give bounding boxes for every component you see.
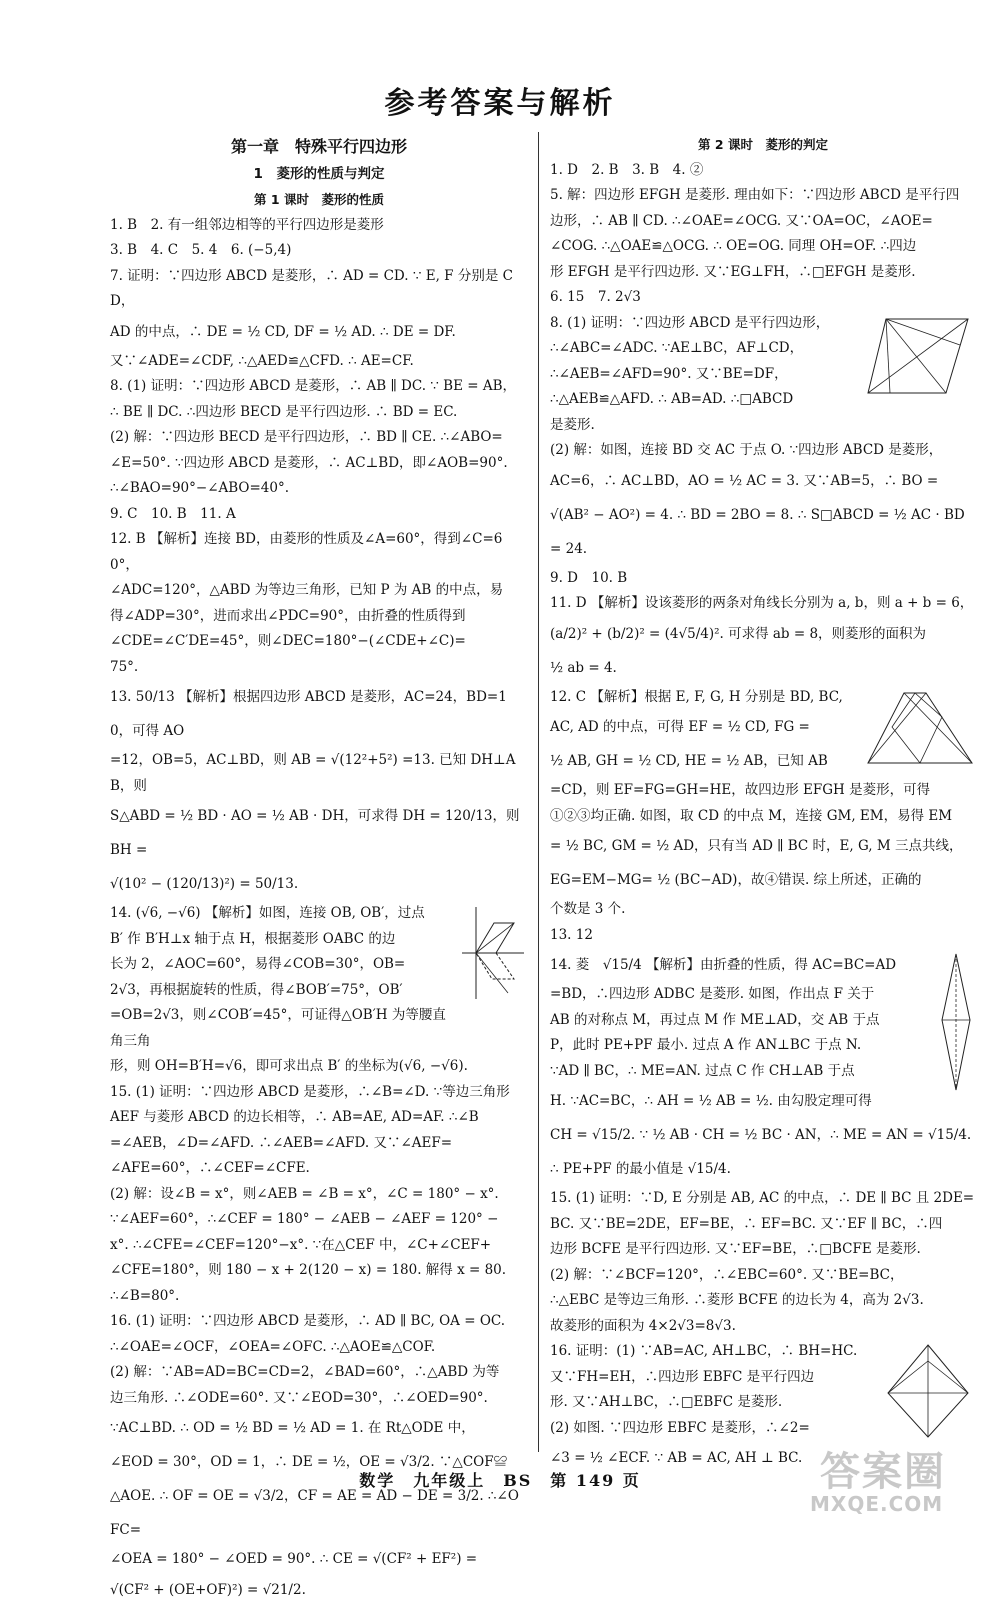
answer-line: P，此时 PE+PF 最小. 过点 A 作 AN⊥BC 于点 N.	[550, 1037, 862, 1053]
figure-rhombus-rotation	[458, 903, 528, 1003]
answer-line: =BD，∴四边形 ADBC 是菱形. 如图，作出点 F 关于	[550, 986, 875, 1002]
answer-line: √(CF² + (OE+OF)²) = √21/2.	[110, 1581, 306, 1598]
answer-line: 15. (1) 证明：∵D, E 分别是 AB, AC 的中点，∴ DE ∥ BC 且 2DE=	[550, 1190, 975, 1206]
answer-line: ∠CFE=180°，则 180 − x + 2(120 − x) = 180. 解得 x = 80.	[110, 1262, 507, 1278]
answer-line: ∴△EBC 是等边三角形. ∴菱形 BCFE 的边长为 4，高为 2√3.	[550, 1292, 924, 1308]
answer-line: AC=6，∴ AC⊥BD，AO = ½ AC = 3. 又∵AB=5，∴ BO =	[550, 472, 939, 489]
answer-line: x°. ∴∠CFE=∠CEF=120°−x°. ∵在△CEF 中，∠C+∠CEF+	[110, 1236, 492, 1253]
answer-line: 14. 菱 √15/4 【解析】由折叠的性质，得 AC=BC=AD	[550, 957, 897, 973]
answer-line: 13. 50/13 【解析】根据四边形 ABCD 是菱形，AC=24，BD=10，可得 AO	[110, 689, 507, 739]
answer-line: H. ∵AC=BC，∴ AH = ½ AB = ½. 由勾股定理可得	[550, 1093, 872, 1109]
answer-line: 8. (1) 证明：∵四边形 ABCD 是菱形，∴ AB ∥ DC. ∵ BE = AB，	[110, 378, 516, 394]
answer-line: =12，OB=5，AC⊥BD，则 AB = √(12²+5²) =13. 已知 DH⊥AB，则	[110, 752, 516, 794]
answer-line: B′ 作 B′H⊥x 轴于点 H，根据菱形 OABC 的边	[110, 930, 396, 947]
lesson-heading: 第 1 课时 菱形的性质	[254, 192, 384, 207]
answer-line: 8. (1) 证明：∵四边形 ABCD 是平行四边形，	[550, 314, 830, 331]
answer-line: (2) 如图. ∵四边形 EBFC 是菱形，∴∠2=	[550, 1419, 810, 1436]
answer-line: ½ AB, GH = ½ CD, HE = ½ AB，已知 AB	[550, 753, 828, 769]
figure-kite	[880, 1341, 976, 1441]
section-heading: 1 菱形的性质与判定	[253, 165, 385, 182]
answer-line: 得∠ADP=30°，进而求出∠PDC=90°，由折叠的性质得到	[110, 607, 466, 624]
answer-line: 又∵∠ADE=∠CDF, ∴△AED≌△CFD. ∴ AE=CF.	[110, 352, 414, 369]
answer-line: (2) 解：设∠B = x°，则∠AEB = ∠B = x°，∠C = 180° − x°.	[110, 1185, 499, 1202]
answer-line: 5. 解：四边形 EFGH 是菱形. 理由如下：∵四边形 ABCD 是平行四	[550, 187, 960, 203]
answer-line: √(10² − (120/13)²) = 50/13.	[110, 876, 299, 892]
answer-line: 13. 12	[550, 926, 593, 943]
right-column	[550, 132, 976, 1475]
answer-line: ∠3 = ½ ∠ECF. ∵ AB = AC, AH ⊥ BC.	[550, 1450, 803, 1466]
answer-line: 12. B 【解析】连接 BD，由菱形的性质及∠A=60°，得到∠C=60°，	[110, 531, 503, 573]
answer-line: 个数是 3 个.	[550, 901, 626, 917]
chapter-heading: 第一章 特殊平行四边形	[230, 137, 407, 156]
answer-line: 边三角形. ∴∠ODE=60°. 又∵∠EOD=30°，∴∠OED=90°.	[110, 1389, 488, 1406]
answer-line: 形. 又∵AH⊥BC，∴□EBFC 是菱形.	[550, 1394, 783, 1410]
answer-line: ∵AD ∥ BC，∴ ME=AN. 过点 C 作 CH⊥AB 于点	[550, 1062, 855, 1079]
answer-line: √(AB² − AO²) = 4. ∴ BD = 2BO = 8. ∴ S□ABCD = ½ AC · BD = 24.	[550, 506, 965, 557]
watermark	[800, 1440, 990, 1520]
answer-line: 14. (√6, −√6) 【解析】如图，连接 OB, OB′，过点	[110, 905, 425, 921]
answer-line: 11. D 【解析】设该菱形的两条对角线长分别为 a, b，则 a + b = 6，	[550, 595, 974, 611]
answer-line: 7. 证明：∵四边形 ABCD 是菱形，∴ AD = CD. ∵ E, F 分别是 CD，	[110, 267, 513, 309]
answer-line: AEF 与菱形 ABCD 的边长相等，∴ AB=AE, AD=AF. ∴∠B	[110, 1109, 479, 1125]
answer-line: 又∵FH=EH，∴四边形 EBFC 是平行四边	[550, 1368, 815, 1385]
answer-line: ①②③均正确. 如图，取 CD 的中点 M，连接 GM, EM，易得 EM	[550, 807, 953, 824]
answer-line: 边形，∴ AB ∥ CD. ∴∠OAE=∠OCG. 又∵OA=OC，∠AOE=	[550, 212, 933, 229]
answer-line: ∴∠B=80°.	[110, 1287, 180, 1304]
figure-parallelogram	[864, 313, 976, 399]
left-column	[110, 132, 528, 1607]
answer-line: 形，则 OH=B′H=√6，即可求出点 B′ 的坐标为(√6, −√6).	[110, 1058, 468, 1074]
answer-line: ∠ADC=120°，△ABD 为等边三角形，已知 P 为 AB 的中点，易	[110, 582, 504, 598]
figure-trapezoid	[864, 687, 976, 769]
page-footer: 数学 九年级上 BS 第 149 页	[359, 1471, 641, 1490]
answer-line: ∠COG. ∴△OAE≌△OCG. ∴ OE=OG. 同理 OH=OF. ∴四边	[550, 238, 917, 254]
answer-line: S△ABD = ½ BD · AO = ½ AB · DH，可求得 DH = 120/13，则 BH =	[110, 808, 520, 858]
answer-line: ∠OEA = 180° − ∠OED = 90°. ∴ CE = √(CF² + EF²) =	[110, 1551, 478, 1567]
lesson-heading: 第 2 课时 菱形的判定	[698, 137, 828, 152]
answer-line: =OB=2√3，则∠COB′=45°，可证得△OB′H 为等腰直角三角	[110, 1007, 446, 1049]
answer-line: ∠E=50°. ∵四边形 ABCD 是菱形，∴ AC⊥BD，即∠AOB=90°.	[110, 454, 508, 471]
answer-line: 1. B 2. 有一组邻边相等的平行四边形是菱形	[110, 216, 384, 233]
answer-line: 2√3，再根据旋转的性质，得∠BOB′=75°，OB′	[110, 981, 403, 998]
answer-line: ∴∠BAO=90°−∠ABO=40°.	[110, 480, 290, 496]
answer-line: 1. D 2. B 3. B 4. ②	[550, 161, 704, 178]
answer-line: 12. C 【解析】根据 E, F, G, H 分别是 BD, BC,	[550, 688, 843, 705]
answer-line: AB 的对称点 M，再过点 M 作 ME⊥AD，交 AB 于点	[550, 1011, 880, 1028]
answer-line: 6. 15 7. 2√3	[550, 289, 641, 305]
answer-line: ∴ BE ∥ DC. ∴四边形 BECD 是平行四边形. ∴ BD = EC.	[110, 403, 458, 420]
page-title: 参考答案与解析	[384, 86, 616, 121]
answer-line: 16. 证明：(1) ∵AB=AC, AH⊥BC，∴ BH=HC.	[550, 1343, 858, 1359]
answer-line: (2) 解：∵AB=AD=BC=CD=2，∠BAD=60°，∴△ABD 为等	[110, 1364, 500, 1380]
answer-line: 长为 2，∠AOC=60°，易得∠COB=30°，OB=	[110, 956, 406, 972]
answer-line: AC, AD 的中点，可得 EF = ½ CD, FG =	[550, 719, 810, 735]
figure-folded-rhombus	[936, 950, 976, 1096]
answer-line: ∵AC⊥BD. ∴ OD = ½ BD = ½ AD = 1. 在 Rt△ODE 中，	[110, 1420, 475, 1436]
answer-line: 15. (1) 证明：∵四边形 ABCD 是菱形，∴∠B=∠D. ∵等边三角形	[110, 1083, 510, 1100]
answer-line: 75°.	[110, 658, 139, 675]
answer-line: ∴∠ABC=∠ADC. ∵AE⊥BC，AF⊥CD，	[550, 340, 804, 356]
answer-line: ½ ab = 4.	[550, 659, 617, 676]
answer-line: 3. B 4. C 5. 4 6. (−5,4)	[110, 242, 292, 258]
answer-line: ∴∠AEB=∠AFD=90°. 又∵BE=DF，	[550, 365, 788, 382]
answer-line: (2) 解：如图，连接 BD 交 AC 于点 O. ∵四边形 ABCD 是菱形，	[550, 442, 943, 458]
watermark-logo-text: 答案圈	[820, 1449, 946, 1495]
answer-line: ∠EOD = 30°，OD = 1，∴ DE = ½，OE = √3/2. ∵△COF≌	[110, 1454, 508, 1470]
answer-line: EG=EM−MG= ½ (BC−AD)，故④错误. 综上所述，正确的	[550, 872, 922, 888]
column-divider	[538, 132, 539, 1452]
answer-line: ∴△AEB≌△AFD. ∴ AB=AD. ∴□ABCD	[550, 391, 794, 407]
answer-line: = ½ BC, GM = ½ AD，只有当 AD ∥ BC 时，E, G, M 三点共线，	[550, 838, 963, 854]
answer-line: △AOE. ∴ OF = OE = √3/2，CF = AE = AD − DE = 3/2. ∴∠OFC=	[110, 1488, 519, 1538]
answer-line: AD 的中点，∴ DE = ½ CD, DF = ½ AD. ∴ DE = DF.	[110, 323, 456, 340]
answer-line: (2) 解：∵∠BCF=120°，∴∠EBC=60°. 又∵BE=BC，	[550, 1266, 904, 1283]
answer-line: ∠AFE=60°，∴∠CEF=∠CFE.	[110, 1160, 310, 1176]
answer-line: ∴ PE+PF 的最小值是 √15/4.	[550, 1161, 731, 1177]
answer-line: ∵∠AEF=60°，∴∠CEF = 180° − ∠AEB − ∠AEF = 120° −	[110, 1211, 499, 1227]
answer-line: =CD，则 EF=FG=GH=HE，故四边形 EFGH 是菱形，可得	[550, 782, 931, 798]
answer-line: (a/2)² + (b/2)² = (4√5/4)². 可求得 ab = 8，则菱形的面积为	[550, 625, 927, 642]
answer-line: 边形 BCFE 是平行四边形. 又∵EF=BE，∴□BCFE 是菱形.	[550, 1241, 921, 1257]
answer-line: ∴∠OAE=∠OCF，∠OEA=∠OFC. ∴△AOE≌△COF.	[110, 1338, 436, 1355]
answer-line: (2) 解：∵四边形 BECD 是平行四边形，∴ BD ∥ CE. ∴∠ABO=	[110, 429, 503, 445]
answer-line: CH = √15/2. ∵ ½ AB · CH = ½ BC · AN，∴ ME = AN = √15/4.	[550, 1127, 972, 1143]
answer-line: 9. C 10. B 11. A	[110, 505, 236, 522]
answer-line: 故菱形的面积为 4×2√3=8√3.	[550, 1317, 736, 1334]
answer-line: BC. 又∵BE=2DE，EF=BE，∴ EF=BC. 又∵EF ∥ BC，∴四	[550, 1215, 943, 1232]
answer-line: 9. D 10. B	[550, 569, 628, 586]
answer-line: 形 EFGH 是平行四边形. 又∵EG⊥FH，∴□EFGH 是菱形.	[550, 263, 916, 280]
answer-line: =∠AEB，∠D=∠AFD. ∴∠AEB=∠AFD. 又∵∠AEF=	[110, 1134, 453, 1151]
answer-line: ∠CDE=∠C′DE=45°，则∠DEC=180°−(∠CDE+∠C)=	[110, 633, 466, 649]
answer-line: 是菱形.	[550, 416, 595, 433]
watermark-url: MXQE.COM	[810, 1492, 944, 1516]
answer-line: 16. (1) 证明：∵四边形 ABCD 是菱形，∴ AD ∥ BC, OA = OC.	[110, 1313, 506, 1329]
